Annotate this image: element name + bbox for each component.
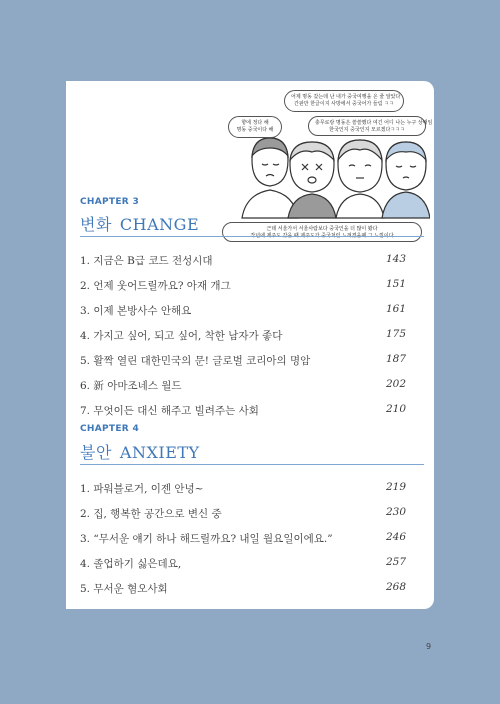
chapter-3-label: CHAPTER 3 <box>80 197 140 207</box>
toc-item-page: 268 <box>385 581 406 593</box>
toc-item[interactable] <box>80 581 406 606</box>
toc-item[interactable] <box>80 328 406 353</box>
chapter-3-list <box>80 253 406 428</box>
toc-item[interactable] <box>80 481 406 506</box>
chapter-3-title <box>80 212 199 235</box>
toc-item-title: 4. 졸업하기 싫은데요, <box>80 558 182 570</box>
illustration <box>222 90 433 242</box>
toc-item-title: 5. 활짝 열린 대한민국의 문! 글로벌 코리아의 명암 <box>80 355 311 367</box>
speech-bubble-bottom: 근데 서울가서 서울사람보다 중국인을 더 많이 봤다 <box>222 222 422 242</box>
toc-item-title: 2. 언제 웃어드릴까요? 아재 개그 <box>80 280 231 292</box>
people-illustration <box>222 90 430 242</box>
toc-item-title: 2. 집, 행복한 공간으로 변신 중 <box>80 508 222 520</box>
toc-item-page: 219 <box>385 481 406 493</box>
toc-item[interactable] <box>80 353 406 378</box>
page-number: 9 <box>426 642 432 651</box>
chapter-3-title-en: CHANGE <box>119 215 200 234</box>
toc-item[interactable] <box>80 278 406 303</box>
toc-item[interactable] <box>80 253 406 278</box>
chapter-3-title-ko: 변화 <box>80 215 112 234</box>
toc-item-page: 151 <box>385 278 406 290</box>
speech-bubble-top: 어제 명동 갔는데 난 내가 중국여행을 온 줄 알았다 간판만 한글이지 사방에서 중국어가 들림 ㅋㅋ <box>284 90 404 112</box>
chapter-3-divider <box>80 236 424 237</box>
toc-item-page: 143 <box>385 253 406 265</box>
toc-item-page: 257 <box>385 556 406 568</box>
speech-bubble-right: 충무로랑 명동은 쓸쓸했다 여긴 어디 나는 누구 상태임 한국인지 중국인지 모르겠다ㅋㅋㅋ <box>308 116 426 136</box>
toc-item-page: 175 <box>385 328 406 340</box>
toc-item[interactable] <box>80 531 406 556</box>
toc-item-title: 4. 가지고 싶어, 되고 싶어, 착한 남자가 좋다 <box>80 330 283 342</box>
chapter-4-title-en: ANXIETY <box>119 443 200 462</box>
toc-item[interactable] <box>80 506 406 531</box>
toc-page <box>66 81 434 651</box>
chapter-4-title-ko: 불안 <box>80 443 112 462</box>
toc-item-title: 1. 지금은 B급 코드 전성시대 <box>80 255 213 267</box>
speech-bubble-left: 향에 정다 해 명동 중국이다 해 <box>228 116 282 138</box>
chapter-4-list <box>80 481 406 606</box>
toc-item-page: 202 <box>385 378 406 390</box>
toc-item[interactable] <box>80 378 406 403</box>
toc-item-page: 246 <box>385 531 406 543</box>
chapter-4-label: CHAPTER 4 <box>80 424 140 434</box>
toc-item[interactable] <box>80 303 406 328</box>
chapter-4-divider <box>80 464 424 465</box>
chapter-4-title <box>80 440 200 463</box>
toc-item-title: 7. 무엇이든 대신 해주고 빌려주는 사회 <box>80 405 259 417</box>
toc-item[interactable] <box>80 556 406 581</box>
toc-item-title: 3. “무서운 얘기 하나 해드릴까요? 내일 월요일이에요.” <box>80 533 333 545</box>
toc-item-page: 187 <box>385 353 406 365</box>
toc-item-page: 161 <box>385 303 406 315</box>
toc-item-title: 6. 新 아마조네스 월드 <box>80 380 182 392</box>
toc-item-title: 3. 이제 본방사수 안해요 <box>80 305 192 317</box>
toc-item-title: 5. 무서운 혐오사회 <box>80 583 168 595</box>
toc-item-title: 1. 파워블로거, 이젠 안녕~ <box>80 483 204 495</box>
toc-item-page: 210 <box>385 403 406 415</box>
toc-item-page: 230 <box>385 506 406 518</box>
